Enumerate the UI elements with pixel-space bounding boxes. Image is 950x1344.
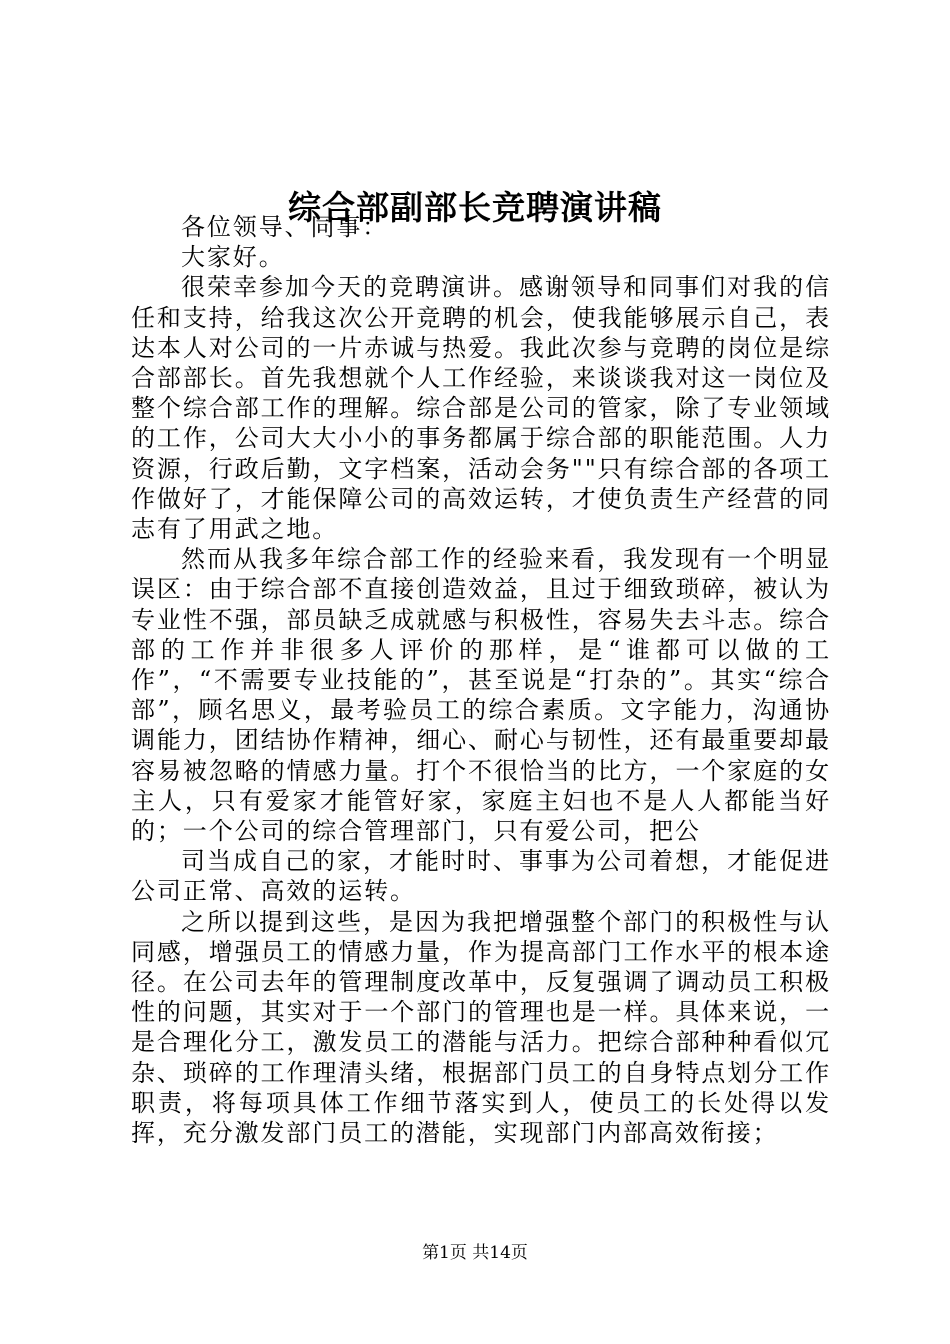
greeting: 大家好。 — [181, 243, 285, 272]
body-paragraph: 然而从我多年综合部工作的经验来看，我发现有一个明显误区：由于综合部不直接创造效益，且过于细致琐碎，被认为专业性不强，部员缺乏成就感与积极性，容易失去斗志。综合部的工作并非很多人评价的那样，是“谁都可以做的工作”，“不需要专业技能的”，甚至说是“打杂的”。其实“综合部”，顾名思义，最考验员工的综合素质。文字能力，沟通协调能力，团结协作精神，细心、耐心与韧性，还有最重要却最容易被忽略的情感力量。打个不很恰当的比方，一个家庭的女主人，只有爱家才能管好家，家庭主妇也不是人人都能当好的；一个公司的综合管理部门，只有爱公司，把公 — [131, 545, 831, 846]
document-title: 综合部副部长竞聘演讲稿 — [288, 188, 662, 227]
salutation: 各位领导、同事： — [181, 213, 389, 241]
body-paragraph: 之所以提到这些，是因为我把增强整个部门的积极性与认同感，增强员工的情感力量，作为提高部门工作水平的根本途径。在公司去年的管理制度改革中，反复强调了调动员工积极性的问题，其实对于一个部门的管理也是一样。具体来说，一是合理化分工，激发员工的潜能与活力。把综合部种种看似冗杂、琐碎的工作理清头绪，根据部门员工的自身特点划分工作职责，将每项具体工作细节落实到人，使员工的长处得以发挥，充分激发部门员工的潜能，实现部门内部高效衔接； — [131, 907, 831, 1148]
document-body — [131, 212, 831, 1148]
body-paragraph: 很荣幸参加今天的竞聘演讲。感谢领导和同事们对我的信任和支持，给我这次公开竞聘的机会，使我能够展示自己，表达本人对公司的一片赤诚与热爱。我此次参与竞聘的岗位是综合部部长。首先我想就个人工作经验，来谈谈我对这一岗位及整个综合部工作的理解。综合部是公司的管家，除了专业领域的工作，公司大大小小的事务都属于综合部的职能范围。人力资源，行政后勤，文字档案，活动会务""只有综合部的各项工作做好了，才能保障公司的高效运转，才使负责生产经营的同志有了用武之地。 — [131, 273, 831, 544]
page-footer: 第1页 共14页 — [422, 1243, 528, 1263]
body-paragraph: 司当成自己的家，才能时时、事事为公司着想，才能促进公司正常、高效的运转。 — [131, 847, 831, 906]
